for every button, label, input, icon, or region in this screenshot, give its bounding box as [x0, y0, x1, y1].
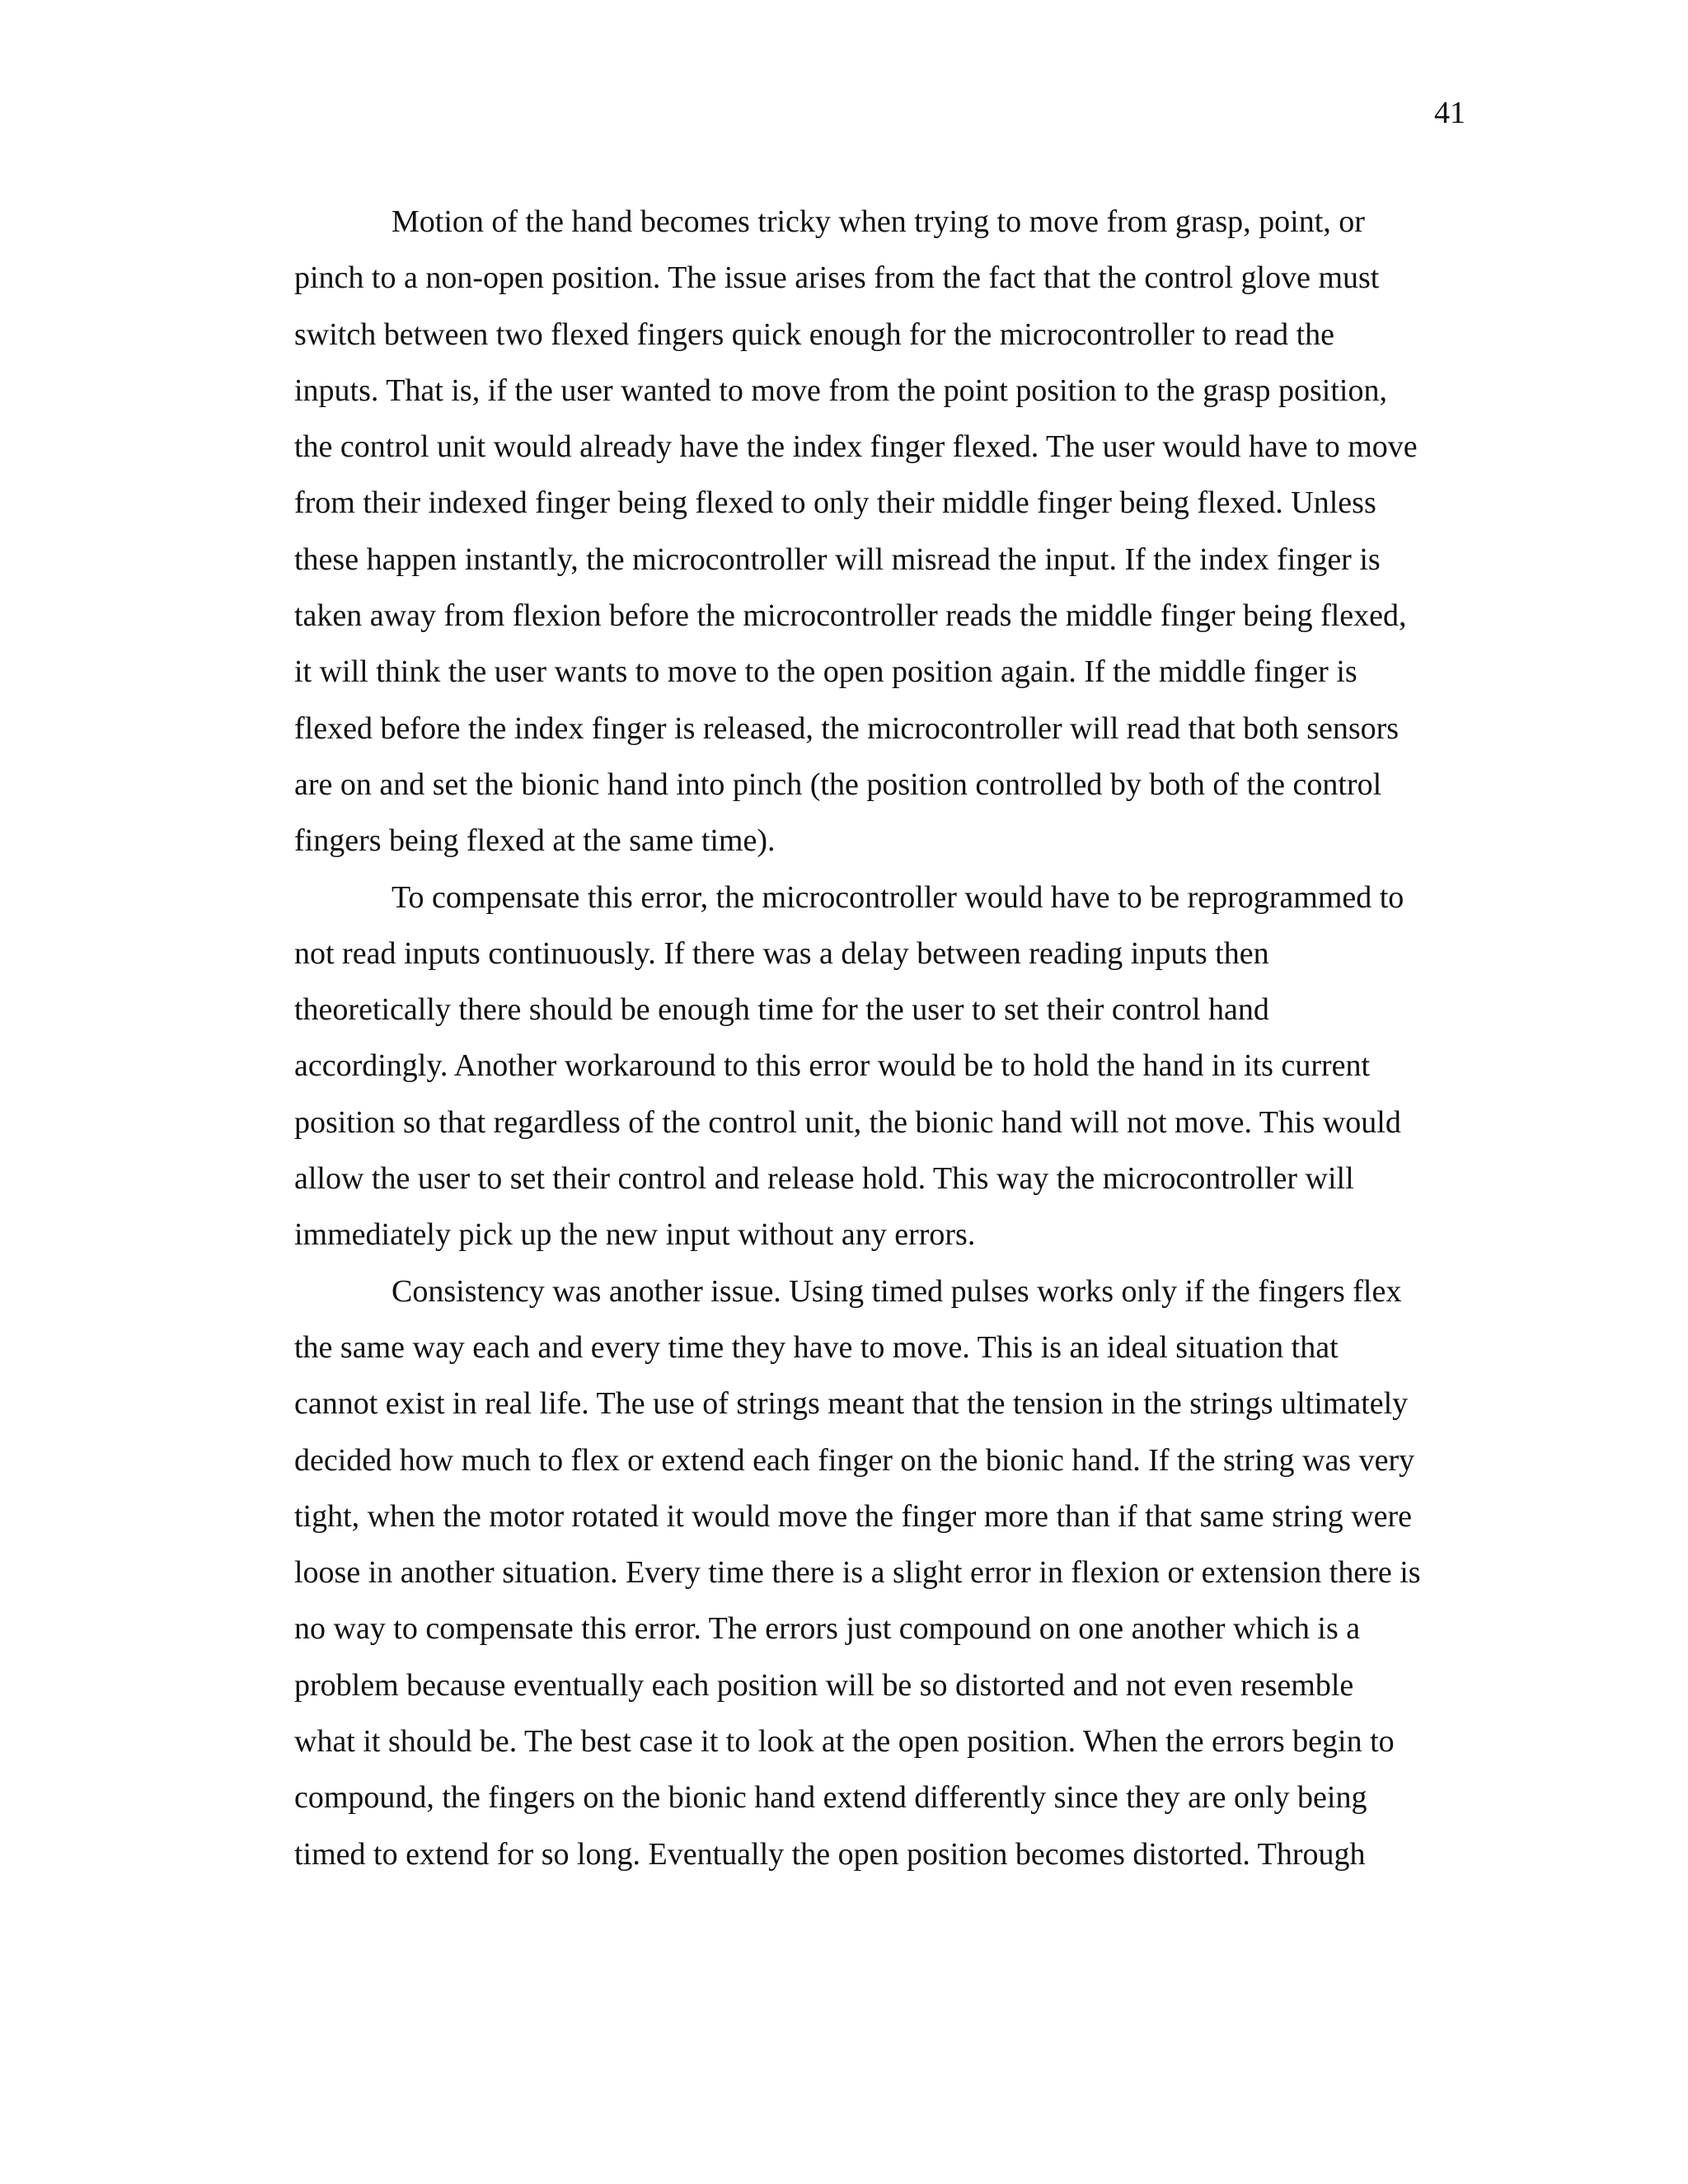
text-line: not read inputs continuously. If there was a delay between reading inputs then	[294, 935, 1269, 971]
text-line: it will think the user wants to move to the open position again. If the middle finger is	[294, 654, 1357, 690]
text-line: cannot exist in real life. The use of strings meant that the tension in the strings ultimately	[294, 1386, 1409, 1422]
text-line: no way to compensate this error. The errors just compound on one another which is a	[294, 1611, 1361, 1647]
text-line: Motion of the hand becomes tricky when trying to move from grasp, point, or	[392, 204, 1365, 239]
text-line: immediately pick up the new input without any errors.	[294, 1217, 976, 1253]
text-line: loose in another situation. Every time there is a slight error in flexion or extension there is	[294, 1555, 1421, 1591]
text-line: timed to extend for so long. Eventually the open position becomes distorted. Through	[294, 1836, 1366, 1872]
text-line: the control unit would already have the index finger flexed. The user would have to move	[294, 429, 1418, 465]
text-line: Consistency was another issue. Using timed pulses works only if the fingers flex	[392, 1273, 1402, 1309]
text-line: flexed before the index finger is released, the microcontroller will read that both sensors	[294, 710, 1400, 746]
page-number: 41	[1434, 96, 1465, 130]
text-line: tight, when the motor rotated it would move the finger more than if that same string were	[294, 1498, 1413, 1534]
text-line: allow the user to set their control and release hold. This way the microcontroller will	[294, 1161, 1354, 1197]
text-line: position so that regardless of the control unit, the bionic hand will not move. This would	[294, 1104, 1401, 1140]
text-line: pinch to a non-open position. The issue arises from the fact that the control glove must	[294, 260, 1380, 296]
paragraph	[294, 869, 1473, 1263]
paragraph	[294, 1263, 1473, 1882]
text-line: the same way each and every time they have to move. This is an ideal situation that	[294, 1329, 1339, 1365]
text-line: compound, the fingers on the bionic hand extend differently since they are only being	[294, 1780, 1367, 1816]
text-line: To compensate this error, the microcontroller would have to be reprogrammed to	[392, 879, 1404, 915]
text-line: fingers being flexed at the same time).	[294, 823, 776, 859]
body-text	[294, 194, 1473, 1882]
text-line: problem because eventually each position will be so distorted and not even resemble	[294, 1667, 1354, 1703]
text-line: from their indexed finger being flexed to only their middle finger being flexed. Unless	[294, 485, 1376, 521]
text-line: accordingly. Another workaround to this error would be to hold the hand in its current	[294, 1048, 1371, 1084]
text-line: are on and set the bionic hand into pinch (the position controlled by both of the control	[294, 766, 1382, 802]
text-line: what it should be. The best case it to look at the open position. When the errors begin to	[294, 1724, 1395, 1760]
text-line: decided how much to flex or extend each finger on the bionic hand. If the string was very	[294, 1442, 1415, 1478]
text-line: theoretically there should be enough time for the user to set their control hand	[294, 992, 1269, 1028]
paragraph	[294, 194, 1473, 869]
text-line: inputs. That is, if the user wanted to move from the point position to the grasp position,	[294, 373, 1387, 408]
text-line: these happen instantly, the microcontroller will misread the input. If the index finger is	[294, 541, 1381, 577]
text-line: taken away from flexion before the microcontroller reads the middle finger being flexed,	[294, 598, 1407, 634]
text-line: switch between two flexed fingers quick enough for the microcontroller to read the	[294, 316, 1335, 352]
